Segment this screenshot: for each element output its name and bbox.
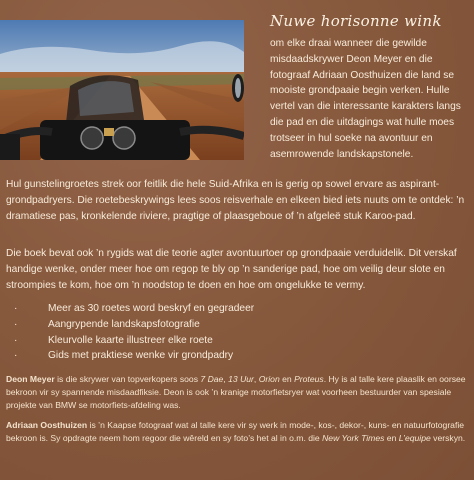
list-item-text: Meer as 30 roetes word beskryf en gegradeer [48, 303, 255, 314]
bio-text: en [279, 374, 295, 384]
author-bio [6, 373, 468, 412]
list-item-text: Aangrypende landskapsfotografie [48, 318, 200, 330]
bullet-dot: · [14, 350, 18, 362]
bio-text: is ’n Kaapse fotograaf wat al talle kere vir sy werk in mode-, kos-, dekor-, kuns- en natuurfotografie bekroon is. Sy opdragte neem hom regoor die wêreld en sy foto’s het al in o.m. die [6, 420, 465, 443]
bullet-dot: · [14, 318, 18, 330]
author-name: Deon Meyer [6, 374, 55, 384]
book-title: 7 Dae [200, 374, 224, 384]
bio-text: , [253, 374, 259, 384]
list-item [14, 317, 454, 333]
headline: Nuwe horisonne wink [270, 12, 442, 30]
list-item-text: Kleurvolle kaarte illustreer elke roete [48, 334, 213, 346]
photographer-name: Adriaan Oosthuizen [6, 420, 88, 430]
bio-text: en [384, 432, 399, 443]
bio-text: , [223, 374, 229, 384]
publication-title: New York Times [322, 432, 385, 443]
publication-title: L’equipe [398, 432, 431, 443]
motorcycle-gravel-road-photo [0, 20, 244, 160]
bio-text: is die skrywer van topverkopers soos [54, 374, 201, 384]
bio-text: . Hy is al talle kere plaaslik en oorsee bekroon vir sy spannende misdaadfiksie. Deon is ook ’n kranige motorfietsryer wat voorheen bestuurder van spesiale projekte van BMW se motorfiets-afdeling was. [6, 374, 466, 410]
intro-text: om elke draai wanneer die gewilde misdaadskrywer Deon Meyer en die fotograaf Adriaan Oosthuizen die land se mooiste grondpaaie begin verken. Hulle vertel van die interessante karakters langs die pad en die uitdagings wat hulle moes trotseer in hul soeke na avontuur en asemrowende landskapstonele. [270, 38, 461, 160]
bio-text: verskyn. [430, 432, 466, 443]
bullet-dot: · [14, 334, 18, 346]
list-item [14, 333, 454, 349]
book-title: Proteus [294, 374, 324, 384]
bullet-dot: · [14, 303, 18, 314]
book-title: 13 Uur [228, 374, 254, 384]
paragraph-routes: Hul gunstelingroetes strek oor feitlik die hele Suid-Afrika en is gerig op sowel ervare as aspirant-grondpadryers. Die roetebeskrywings lees soos reisverhale en elkeen bied iets nuuts om te ontdek: ’n dramatiese pas, kronkelende riviere, pragtige of plaasgeboue of ’n afgeleë stuk Karoo-pad. [6, 179, 465, 222]
photographer-bio [6, 419, 468, 445]
feature-list [14, 301, 454, 364]
list-item [14, 348, 454, 364]
list-item [14, 301, 454, 317]
paragraph-guide: Die boek bevat ook ’n rygids wat die teorie agter avontuurtoer op grondpaaie verduidelik. Dit verskaf handige wenke, onder meer hoe om regop te bly op ’n sanderige pad, hoe om veilig deur slote en stroompies te kom, hoe om ’n noodstop te doen en hoe om ongelukke te vermy. [6, 248, 457, 291]
list-item-text: Gids met praktiese wenke vir grondpadry [48, 350, 234, 362]
book-title: Orion [258, 374, 280, 384]
